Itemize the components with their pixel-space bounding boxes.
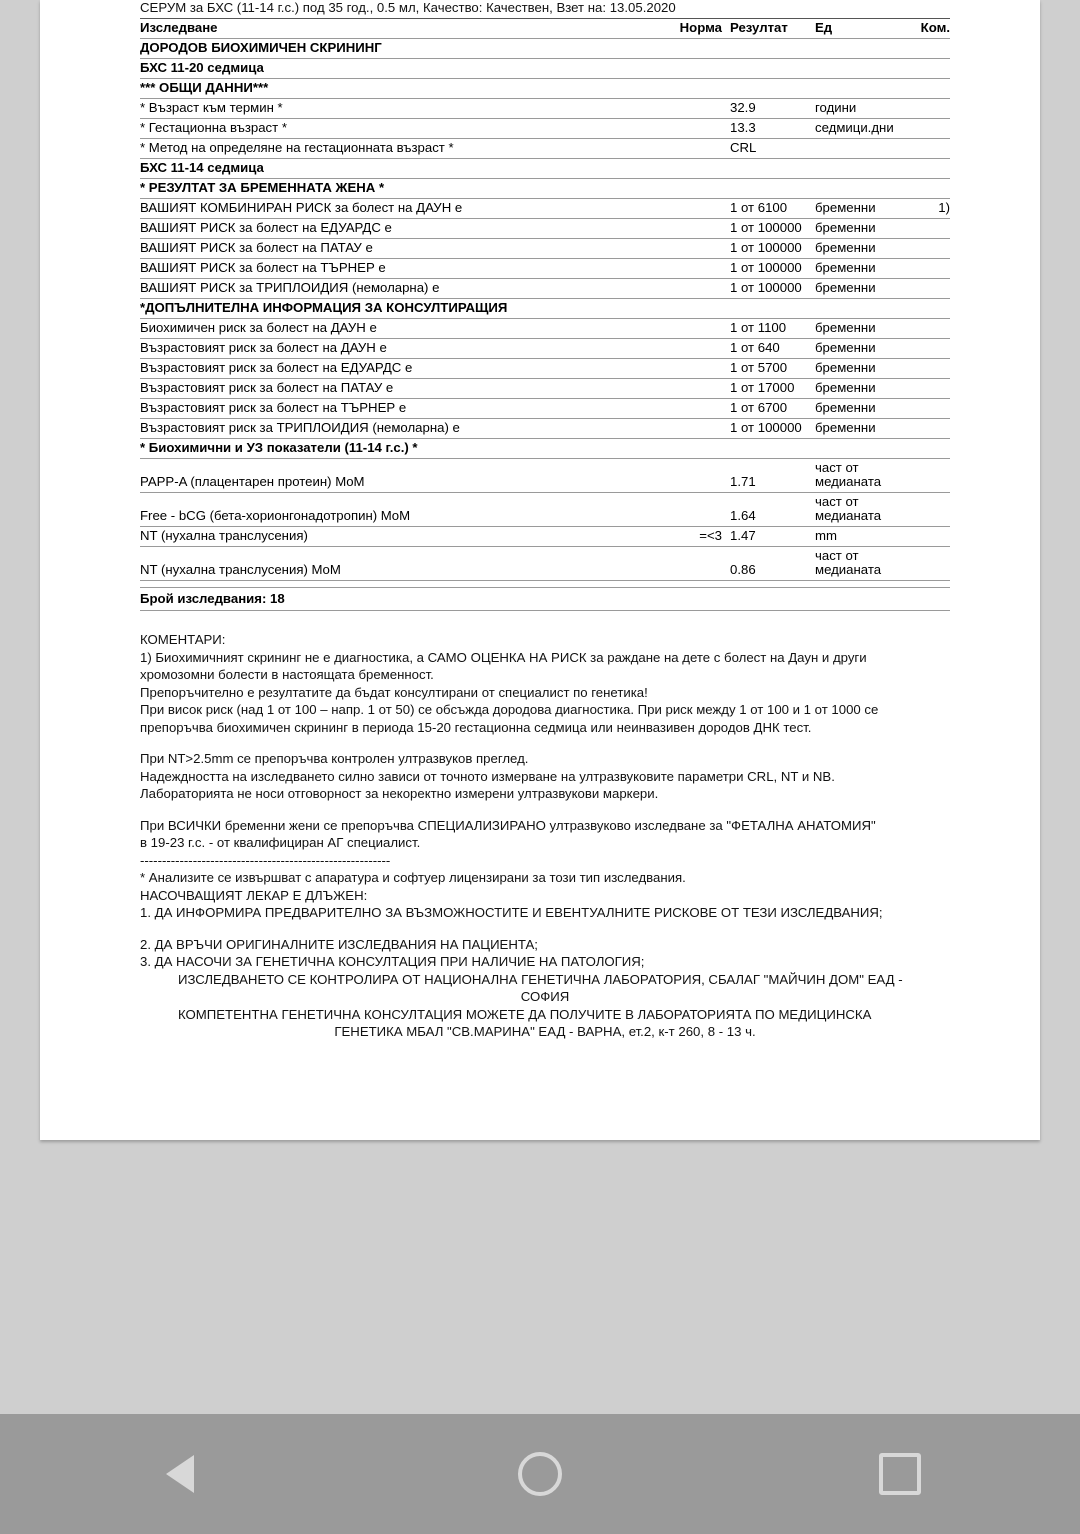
row-unit: бременни bbox=[815, 199, 920, 219]
row-norm bbox=[655, 179, 730, 199]
row-name: PAPP-A (плацентарен протеин) MoM bbox=[140, 459, 655, 493]
row-unit bbox=[815, 299, 920, 319]
comment-line: При NT>2.5mm се препоръчва контролен ултразвуков преглед. bbox=[140, 751, 529, 766]
nav-back-button[interactable] bbox=[120, 1414, 240, 1534]
row-comment bbox=[920, 439, 950, 459]
row-comment bbox=[920, 279, 950, 299]
results-table bbox=[140, 18, 950, 580]
row-unit: бременни bbox=[815, 379, 920, 399]
row-norm bbox=[655, 59, 730, 79]
table-row bbox=[140, 59, 950, 79]
row-comment bbox=[920, 379, 950, 399]
comment-line: 2. ДА ВРЪЧИ ОРИГИНАЛНИТЕ ИЗСЛЕДВАНИЯ НА ПАЦИЕНТА; bbox=[140, 936, 538, 952]
row-unit: mm bbox=[815, 527, 920, 547]
row-result: 1 от 100000 bbox=[730, 419, 815, 439]
table-row bbox=[140, 299, 950, 319]
row-comment bbox=[920, 399, 950, 419]
row-name: ВАШИЯТ РИСК за ТРИПЛОИДИЯ (немоларна) е bbox=[140, 279, 655, 299]
row-result bbox=[730, 59, 815, 79]
col-header-comment: Ком. bbox=[920, 19, 950, 39]
comment-line: КОМПЕТЕНТНА ГЕНЕТИЧНА КОНСУЛТАЦИЯ МОЖЕТЕ ДА ПОЛУЧИТЕ В ЛАБОРАТОРИЯТА ПО МЕДИЦИНСКА bbox=[178, 1006, 872, 1022]
row-norm bbox=[655, 239, 730, 259]
row-unit: бременни bbox=[815, 419, 920, 439]
comment-line: * Анализите се извършват с апаратура и софтуер лицензирани за този тип изследвания. bbox=[140, 870, 686, 885]
nav-home-button[interactable] bbox=[480, 1414, 600, 1534]
comment-gap bbox=[140, 803, 950, 817]
row-unit: бременни bbox=[815, 239, 920, 259]
row-unit: бременни bbox=[815, 339, 920, 359]
row-result: 1 от 100000 bbox=[730, 239, 815, 259]
row-name: ВАШИЯТ КОМБИНИРАН РИСК за болест на ДАУН е bbox=[140, 199, 655, 219]
row-norm bbox=[655, 139, 730, 159]
row-comment bbox=[920, 459, 950, 493]
comment-line: Препоръчително е резултатите да бъдат консултирани от специалист по генетика! bbox=[140, 684, 648, 700]
row-comment bbox=[920, 159, 950, 179]
sample-info-line: СЕРУМ за БХС (11-14 г.с.) под 35 год., 0.5 мл, Качество: Качествен, Взет на: 13.05.2020 bbox=[140, 0, 676, 15]
table-row bbox=[140, 319, 950, 339]
back-triangle-icon bbox=[166, 1455, 194, 1493]
table-row bbox=[140, 79, 950, 99]
row-comment bbox=[920, 319, 950, 339]
row-result: 1 от 100000 bbox=[730, 279, 815, 299]
row-unit: години bbox=[815, 99, 920, 119]
row-norm bbox=[655, 459, 730, 493]
row-result: 1.71 bbox=[730, 459, 815, 493]
nav-recents-button[interactable] bbox=[840, 1414, 960, 1534]
row-name: Възрастовият риск за болест на ТЪРНЕР е bbox=[140, 399, 655, 419]
row-name: NT (нухална транслусения) MoM bbox=[140, 547, 655, 581]
count-label: Брой изследвания: 18 bbox=[140, 588, 950, 611]
row-norm bbox=[655, 199, 730, 219]
table-row bbox=[140, 439, 950, 459]
row-result: 1 от 640 bbox=[730, 339, 815, 359]
row-norm: =<3 bbox=[655, 527, 730, 547]
lab-report bbox=[140, 0, 950, 1041]
comment-line: СОФИЯ bbox=[520, 989, 570, 1004]
comment-line: 1) Биохимичният скрининг не е диагностика, а САМО ОЦЕНКА НА РИСК за раждане на дете с болест на Даун и други bbox=[140, 649, 867, 665]
row-norm bbox=[655, 79, 730, 99]
row-name: Възрастовият риск за ТРИПЛОИДИЯ (немоларна) е bbox=[140, 419, 655, 439]
row-unit: част от медианата bbox=[815, 459, 920, 493]
row-unit: част от медианата bbox=[815, 493, 920, 527]
row-unit bbox=[815, 179, 920, 199]
row-name: NT (нухална транслусения) bbox=[140, 527, 655, 547]
row-norm bbox=[655, 119, 730, 139]
table-row bbox=[140, 279, 950, 299]
row-norm bbox=[655, 419, 730, 439]
comment-line: ГЕНЕТИКА МБАЛ "СВ.МАРИНА" ЕАД - ВАРНА, ет.2, к-т 260, 8 - 13 ч. bbox=[334, 1024, 756, 1039]
row-name: * РЕЗУЛТАТ ЗА БРЕМЕННАТА ЖЕНА * bbox=[140, 179, 655, 199]
row-comment bbox=[920, 179, 950, 199]
row-result: 32.9 bbox=[730, 99, 815, 119]
row-name: *ДОПЪЛНИТЕЛНА ИНФОРМАЦИЯ ЗА КОНСУЛТИРАЩИЯ bbox=[140, 299, 655, 319]
row-comment bbox=[920, 419, 950, 439]
home-circle-icon bbox=[518, 1452, 562, 1496]
row-comment bbox=[920, 299, 950, 319]
row-comment bbox=[920, 139, 950, 159]
row-unit bbox=[815, 59, 920, 79]
row-result: CRL bbox=[730, 139, 815, 159]
count-bottom-rule bbox=[140, 611, 950, 614]
table-row bbox=[140, 379, 950, 399]
table-row bbox=[140, 547, 950, 581]
row-comment: 1) bbox=[920, 199, 950, 219]
row-norm bbox=[655, 259, 730, 279]
row-result: 1.47 bbox=[730, 527, 815, 547]
recents-square-icon bbox=[879, 1453, 921, 1495]
row-norm bbox=[655, 39, 730, 59]
row-result: 1 от 5700 bbox=[730, 359, 815, 379]
table-row bbox=[140, 493, 950, 527]
row-norm bbox=[655, 439, 730, 459]
row-comment bbox=[920, 493, 950, 527]
row-unit: бременни bbox=[815, 219, 920, 239]
comment-gap bbox=[140, 922, 950, 936]
row-result: 13.3 bbox=[730, 119, 815, 139]
comment-line: Лабораторията не носи отговорност за некоректно измерени ултразвукови маркери. bbox=[140, 786, 659, 801]
row-unit: седмици.дни bbox=[815, 119, 920, 139]
row-result: 1 от 1100 bbox=[730, 319, 815, 339]
row-unit bbox=[815, 79, 920, 99]
col-header-result: Резултат bbox=[730, 19, 815, 39]
table-row bbox=[140, 179, 950, 199]
row-result: 1 от 6100 bbox=[730, 199, 815, 219]
comment-line: При ВСИЧКИ бременни жени се препоръчва СПЕЦИАЛИЗИРАНО ултразвуково изследване за "ФЕТАЛНА АНАТОМИЯ" bbox=[140, 817, 876, 833]
row-comment bbox=[920, 239, 950, 259]
row-unit: бременни bbox=[815, 259, 920, 279]
row-comment bbox=[920, 59, 950, 79]
row-name: * Метод на определяне на гестационната възраст * bbox=[140, 139, 655, 159]
row-name: Възрастовият риск за болест на ЕДУАРДС е bbox=[140, 359, 655, 379]
comment-line: хромозомни болести в настоящата бременност. bbox=[140, 667, 434, 682]
row-name: * Биохимични и УЗ показатели (11-14 г.с.) * bbox=[140, 439, 655, 459]
row-unit: бременни bbox=[815, 319, 920, 339]
row-unit: част от медианата bbox=[815, 547, 920, 581]
row-name: ВАШИЯТ РИСК за болест на ТЪРНЕР е bbox=[140, 259, 655, 279]
row-result: 1 от 6700 bbox=[730, 399, 815, 419]
row-name: ДОРОДОВ БИОХИМИЧЕН СКРИНИНГ bbox=[140, 39, 655, 59]
row-norm bbox=[655, 359, 730, 379]
row-name: Биохимичен риск за болест на ДАУН е bbox=[140, 319, 655, 339]
comment-line: При висок риск (над 1 от 100 – напр. 1 от 50) се обсъжда дородова диагностика. При риск между 1 от 100 и 1 от 1000 се bbox=[140, 702, 879, 717]
row-comment bbox=[920, 219, 950, 239]
row-unit bbox=[815, 39, 920, 59]
row-name: Възрастовият риск за болест на ДАУН е bbox=[140, 339, 655, 359]
count-spacer bbox=[140, 581, 950, 588]
table-row bbox=[140, 39, 950, 59]
row-comment bbox=[920, 119, 950, 139]
table-header-row bbox=[140, 19, 950, 39]
row-norm bbox=[655, 159, 730, 179]
row-comment bbox=[920, 79, 950, 99]
comment-line: ИЗСЛЕДВАНЕТО СЕ КОНТРОЛИРА ОТ НАЦИОНАЛНА ГЕНЕТИЧНА ЛАБОРАТОРИЯ, СБАЛАГ "МАЙЧИН ДОМ" ЕАД - bbox=[178, 971, 903, 987]
table-row bbox=[140, 99, 950, 119]
table-row bbox=[140, 259, 950, 279]
row-unit bbox=[815, 139, 920, 159]
row-norm bbox=[655, 399, 730, 419]
row-name: ВАШИЯТ РИСК за болест на ЕДУАРДС е bbox=[140, 219, 655, 239]
comment-line: --------------------------------------------------------- bbox=[140, 852, 391, 868]
row-result bbox=[730, 159, 815, 179]
count-table bbox=[140, 580, 950, 613]
row-norm bbox=[655, 299, 730, 319]
table-row bbox=[140, 239, 950, 259]
comment-line: препоръчва биохимичен скрининг в периода 15-20 гестационна седмица или неинвазивен дородов ДНК тест. bbox=[140, 719, 812, 735]
col-header-norm: Норма bbox=[655, 19, 730, 39]
row-unit: бременни bbox=[815, 359, 920, 379]
comments-title: КОМЕНТАРИ: bbox=[140, 632, 226, 647]
row-comment bbox=[920, 99, 950, 119]
row-norm bbox=[655, 339, 730, 359]
table-row bbox=[140, 159, 950, 179]
row-norm bbox=[655, 279, 730, 299]
row-result bbox=[730, 439, 815, 459]
table-row bbox=[140, 119, 950, 139]
table-row bbox=[140, 219, 950, 239]
row-comment bbox=[920, 39, 950, 59]
row-name: *** ОБЩИ ДАННИ*** bbox=[140, 79, 655, 99]
row-norm bbox=[655, 219, 730, 239]
col-header-unit: Ед bbox=[815, 19, 920, 39]
row-result: 1 от 100000 bbox=[730, 259, 815, 279]
row-comment bbox=[920, 339, 950, 359]
row-unit bbox=[815, 439, 920, 459]
table-row bbox=[140, 399, 950, 419]
table-row bbox=[140, 359, 950, 379]
row-norm bbox=[655, 547, 730, 581]
row-result bbox=[730, 39, 815, 59]
row-name: БХС 11-20 седмица bbox=[140, 59, 655, 79]
comment-line: 3. ДА НАСОЧИ ЗА ГЕНЕТИЧНА КОНСУЛТАЦИЯ ПРИ НАЛИЧИЕ НА ПАТОЛОГИЯ; bbox=[140, 954, 645, 969]
row-comment bbox=[920, 547, 950, 581]
row-unit: бременни bbox=[815, 399, 920, 419]
row-result: 1 от 17000 bbox=[730, 379, 815, 399]
row-norm bbox=[655, 379, 730, 399]
col-header-name: Изследване bbox=[140, 19, 655, 39]
row-result: 1 от 100000 bbox=[730, 219, 815, 239]
comment-gap bbox=[140, 736, 950, 750]
comment-line: НАСОЧВАЩИЯТ ЛЕКАР Е ДЛЪЖЕН: bbox=[140, 887, 368, 903]
row-comment bbox=[920, 259, 950, 279]
row-name: Възрастовият риск за болест на ПАТАУ е bbox=[140, 379, 655, 399]
table-row bbox=[140, 199, 950, 219]
row-result bbox=[730, 79, 815, 99]
comment-line: 1. ДА ИНФОРМИРА ПРЕДВАРИТЕЛНО ЗА ВЪЗМОЖНОСТИТЕ И ЕВЕНТУАЛНИТЕ РИСКОВЕ ОТ ТЕЗИ ИЗСЛЕДВАНИЯ; bbox=[140, 905, 883, 920]
row-result bbox=[730, 179, 815, 199]
document-page bbox=[40, 0, 1040, 1140]
row-comment bbox=[920, 359, 950, 379]
row-name: * Възраст към термин * bbox=[140, 99, 655, 119]
row-unit: бременни bbox=[815, 279, 920, 299]
comment-line: Надеждността на изследването силно зависи от точното измерване на ултразвуковите параметри CRL, NT и NB. bbox=[140, 768, 835, 784]
row-unit bbox=[815, 159, 920, 179]
table-row bbox=[140, 527, 950, 547]
table-row bbox=[140, 139, 950, 159]
row-name: БХС 11-14 седмица bbox=[140, 159, 655, 179]
row-comment bbox=[920, 527, 950, 547]
count-row bbox=[140, 588, 950, 611]
comment-line: в 19-23 г.с. - от квалифициран АГ специалист. bbox=[140, 835, 421, 850]
row-name: Free - bCG (бета-хорионгонадотропин) MoM bbox=[140, 493, 655, 527]
table-row bbox=[140, 419, 950, 439]
row-name: * Гестационна възраст * bbox=[140, 119, 655, 139]
android-navigation-bar bbox=[0, 1414, 1080, 1534]
row-norm bbox=[655, 493, 730, 527]
table-row bbox=[140, 459, 950, 493]
comments-block bbox=[140, 631, 950, 1041]
row-norm bbox=[655, 319, 730, 339]
row-name: ВАШИЯТ РИСК за болест на ПАТАУ е bbox=[140, 239, 655, 259]
row-result: 1.64 bbox=[730, 493, 815, 527]
table-row bbox=[140, 339, 950, 359]
row-norm bbox=[655, 99, 730, 119]
row-result bbox=[730, 299, 815, 319]
row-result: 0.86 bbox=[730, 547, 815, 581]
